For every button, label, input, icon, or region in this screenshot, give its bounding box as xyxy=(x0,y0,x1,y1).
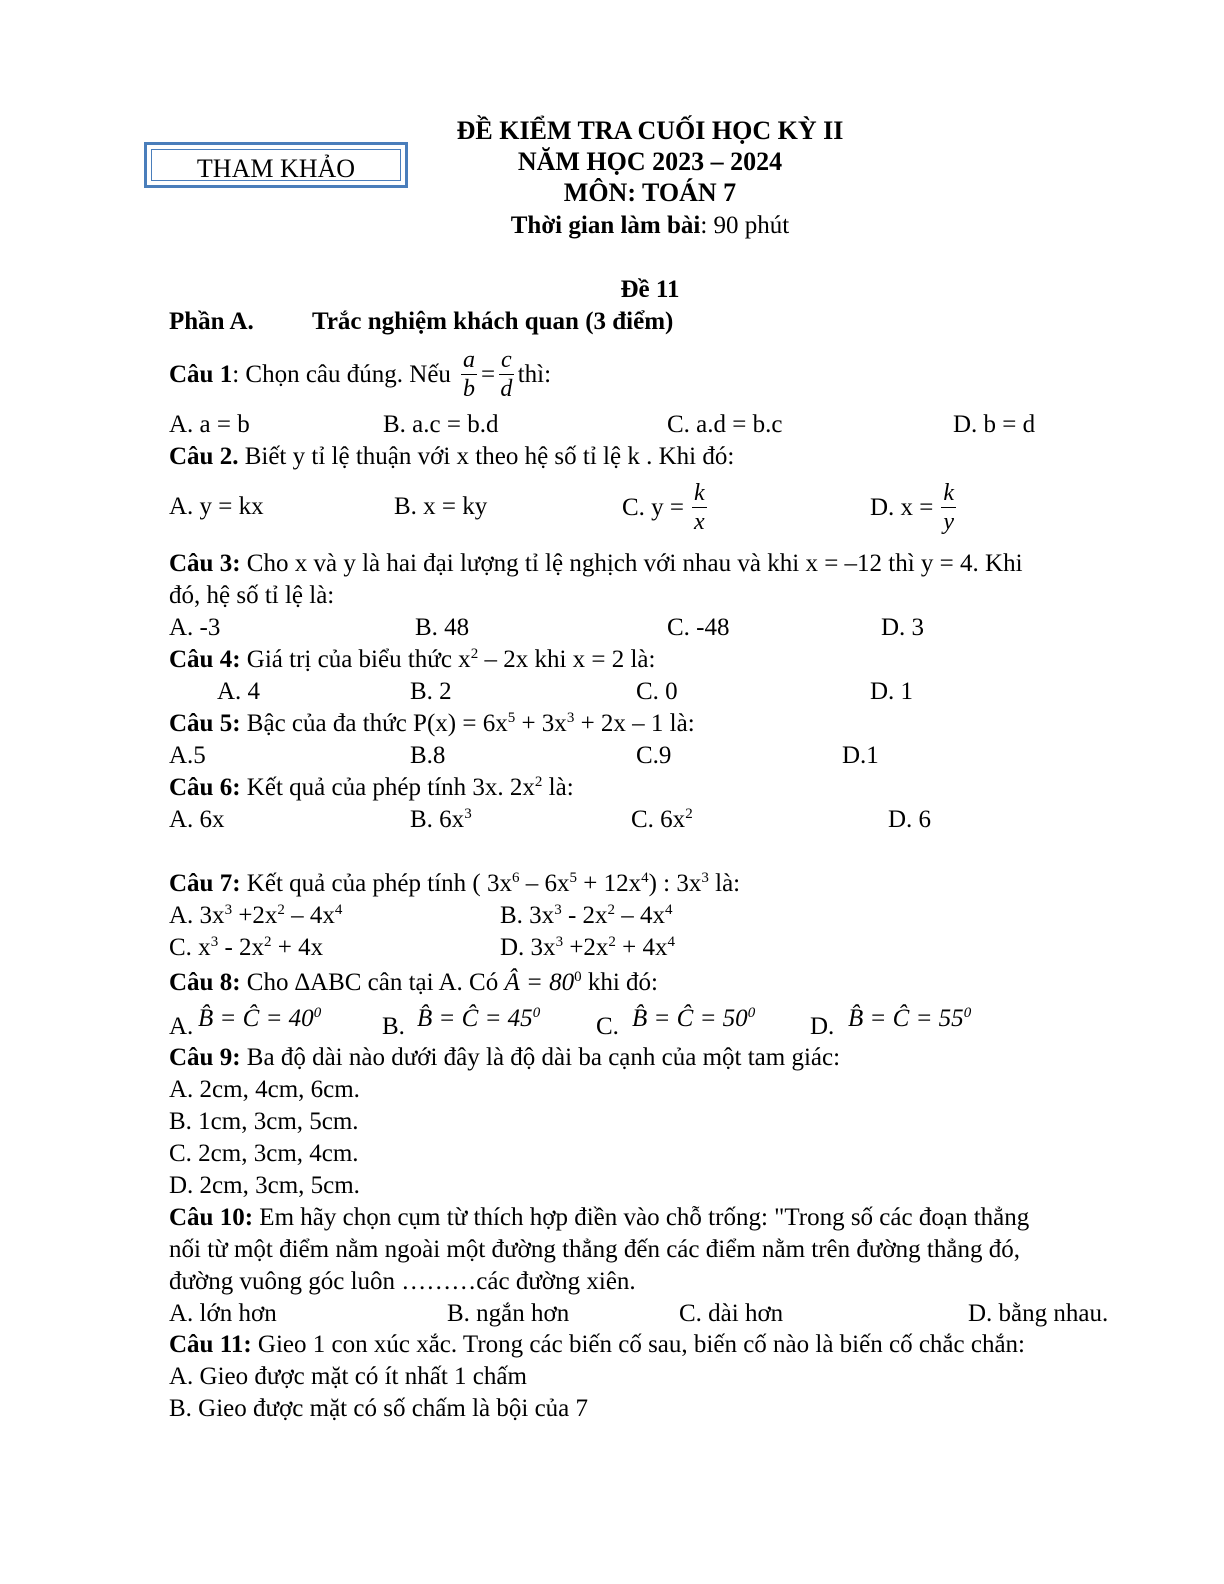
badge-text: THAM KHẢO xyxy=(196,154,356,183)
q8-option-a: B̂ = Ĉ = $40^0$ xyxy=(198,1005,322,1032)
q2-label: Câu 2. xyxy=(169,443,239,470)
q9-label: Câu 9: xyxy=(169,1044,241,1071)
q7-label: Câu 7: xyxy=(169,870,241,897)
q1-option-d: D. b = d xyxy=(953,411,1036,438)
q8-option-b-letter: B. xyxy=(382,1013,405,1040)
q8-option-d-letter: D. xyxy=(810,1013,835,1040)
q4-option-d: D. 1 xyxy=(870,678,914,705)
q1-option-c: C. a.d = b.c xyxy=(667,411,783,438)
question-6: Câu 6: Kết quả của phép tính 3x. $2x^2$ là: xyxy=(169,774,574,801)
q10-option-c: C. dài hơn xyxy=(679,1300,784,1327)
school-year: NĂM HỌC 2023 – 2024 xyxy=(517,147,783,176)
q3-option-b: B. 48 xyxy=(415,614,470,641)
q1-option-b: B. a.c = b.d xyxy=(383,411,499,438)
q1-label: Câu 1 xyxy=(169,360,233,388)
question-11: Câu 11: Gieo 1 con xúc xắc. Trong các biến cố sau, biến cố nào là biến cố chắc chắn: xyxy=(169,1331,1025,1358)
q3-line1: Cho x và y là hai đại lượng tỉ lệ nghịch với nhau và khi x = –12 thì y = 4. Khi xyxy=(240,550,1023,577)
question-5: Câu 5: Bậc của đa thức $P(x) = 6x^5 + 3x^3 + 2x - 1$ là: xyxy=(169,710,695,737)
fraction-c-d: $\frac{c}{d}$ xyxy=(500,346,513,402)
q6-label: Câu 6: xyxy=(169,774,241,801)
question-8: Câu 8: Cho ∆ABC cân tại A. Có Â = $80^0$ khi đó: xyxy=(169,969,659,996)
q10-option-b: B. ngắn hơn xyxy=(447,1300,570,1327)
question-4: Câu 4: Giá trị của biểu thức $x^2 - 2x$ khi x = 2 là: xyxy=(169,646,656,673)
q9-option-d: D. 2cm, 3cm, 5cm. xyxy=(169,1172,360,1199)
q2-text: Biết y tỉ lệ thuận với x theo hệ số tỉ lệ k . Khi đó: xyxy=(238,443,735,470)
q7-option-d: D. $3x^3 +2x^2 + 4x^4$ xyxy=(500,934,676,961)
q2-option-b: B. x = ky xyxy=(394,493,488,520)
question-3 xyxy=(169,551,1023,576)
q8-option-d: B̂ = Ĉ = $55^0$ xyxy=(848,1005,972,1032)
time-limit xyxy=(300,213,1000,238)
q11-option-a: A. Gieo được mặt có ít nhất 1 chấm xyxy=(169,1363,527,1390)
q11-label: Câu 11: xyxy=(169,1331,252,1358)
q5-option-b: B.8 xyxy=(410,742,446,769)
q10-option-a: A. lớn hơn xyxy=(169,1300,277,1327)
question-10: Câu 10: Em hãy chọn cụm từ thích hợp điền vào chỗ trống: "Trong số các đoạn thẳng xyxy=(169,1204,1030,1231)
q4-label: Câu 4: xyxy=(169,646,241,673)
q8-option-a-letter: A. xyxy=(169,1013,194,1040)
q8-label: Câu 8: xyxy=(169,969,241,996)
q10-line3: đường vuông góc luôn ………các đường xiên. xyxy=(169,1268,636,1295)
q4-option-c: C. 0 xyxy=(636,678,678,705)
q8-option-b: B̂ = Ĉ = $45^0$ xyxy=(417,1005,541,1032)
q3-line2: đó, hệ số tỉ lệ là: xyxy=(169,582,335,609)
q9-option-c: C. 2cm, 3cm, 4cm. xyxy=(169,1140,359,1167)
q1-option-a: A. a = b xyxy=(169,411,250,438)
q6-option-c: C. $6x^2$ xyxy=(631,806,693,833)
q7-option-c: C. $x^3 - 2x^2 + 4x$ xyxy=(169,934,324,961)
q6-option-a: A. 6x xyxy=(169,806,225,833)
q3-option-c: C. -48 xyxy=(667,614,730,641)
exam-number: Đề 11 xyxy=(620,276,680,303)
question-1: Câu 1 : Chọn câu đúng. Nếu $\frac{a}{b}$ = $\frac{c}{d}$ thì: xyxy=(169,346,552,402)
q10-line2: nối từ một điểm nằm ngoài một đường thẳng đến các điểm nằm trên đường thẳng đó, xyxy=(169,1236,1020,1263)
q7-option-b: B. $3x^3 - 2x^2 - 4x^4$ xyxy=(500,902,673,929)
subject: MÔN: TOÁN 7 xyxy=(563,178,737,207)
fraction-a-b: $\frac{a}{b}$ xyxy=(462,346,475,402)
q5-label: Câu 5: xyxy=(169,710,241,737)
q1-after: thì: xyxy=(517,360,552,388)
section-label: Phần A. xyxy=(169,308,254,335)
q2-option-a: A. y = kx xyxy=(169,493,264,520)
q7-option-a: A. $3x^3 +2x^2 - 4x^4$ xyxy=(169,902,343,929)
q10-option-d: D. bằng nhau. xyxy=(968,1300,1109,1327)
q3-label: Câu 3: xyxy=(169,550,241,577)
q6-option-b: B. $6x^3$ xyxy=(410,806,472,833)
q11-option-b: B. Gieo được mặt có số chấm là bội của 7 xyxy=(169,1395,589,1422)
question-2 xyxy=(169,444,734,469)
section-title: Trắc nghiệm khách quan (3 điểm) xyxy=(312,308,674,335)
q4-option-b: B. 2 xyxy=(410,678,452,705)
time-label: Thời gian làm bài xyxy=(510,212,701,239)
q1-text: : Chọn câu đúng. Nếu xyxy=(232,360,451,388)
q2-option-c: C. y = $\frac{k}{x}$ xyxy=(622,479,705,535)
q3-option-a: A. -3 xyxy=(169,614,221,641)
q6-option-d: D. 6 xyxy=(888,806,932,833)
q2-option-d: D. x = $\frac{k}{y}$ xyxy=(870,479,955,535)
q8-option-c: B̂ = Ĉ = $50^0$ xyxy=(632,1005,756,1032)
exam-title: ĐỀ KIỂM TRA CUỐI HỌC KỲ II xyxy=(456,116,844,145)
q3-option-d: D. 3 xyxy=(881,614,925,641)
q9-option-a: A. 2cm, 4cm, 6cm. xyxy=(169,1076,360,1103)
q5-option-a: A.5 xyxy=(169,742,206,769)
question-9: Câu 9: Ba độ dài nào dưới đây là độ dài ba cạnh của một tam giác: xyxy=(169,1044,841,1071)
q5-option-d: D.1 xyxy=(842,742,879,769)
q9-option-b: B. 1cm, 3cm, 5cm. xyxy=(169,1108,359,1135)
q4-option-a: A. 4 xyxy=(217,678,261,705)
q8-option-c-letter: C. xyxy=(596,1013,619,1040)
q10-label: Câu 10: xyxy=(169,1204,254,1231)
q5-option-c: C.9 xyxy=(636,742,672,769)
time-value: : 90 phút xyxy=(700,212,790,239)
question-7: Câu 7: Kết quả của phép tính ( $3x^6 - 6x^5 + 12x^4$) : $3x^3$ là: xyxy=(169,870,741,897)
